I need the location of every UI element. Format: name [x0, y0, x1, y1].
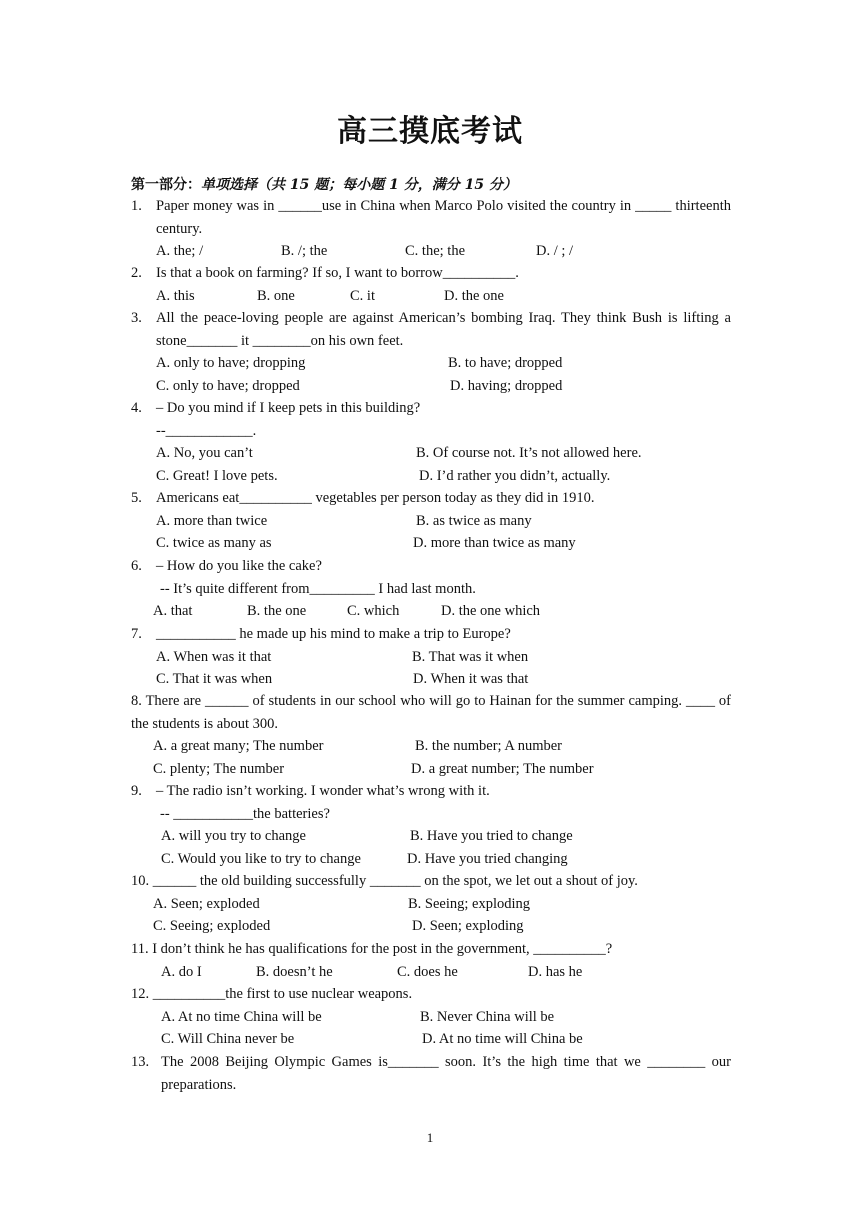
- question-number: 11.: [131, 941, 149, 957]
- question-number: 13.: [131, 1054, 150, 1070]
- option-d: D. more than twice as many: [413, 535, 576, 551]
- question-text: Americans eat__________ vegetables per person today as they did in 1910.: [156, 490, 595, 506]
- options-row: [153, 735, 731, 758]
- option-b: B. That was it when: [412, 648, 529, 665]
- options-row: [156, 442, 731, 465]
- option-b: B. Have you tried to change: [410, 828, 573, 844]
- option-a: A. more than twice: [156, 512, 268, 529]
- options-row: [161, 1006, 731, 1029]
- question-number: 5.: [131, 490, 142, 506]
- options-row: [156, 465, 731, 488]
- option-b: B. Of course not. It’s not allowed here.: [416, 445, 642, 461]
- options-row: [153, 893, 731, 916]
- question-number: 8.: [131, 693, 142, 709]
- question-number: 7.: [131, 626, 142, 642]
- option-b: B. the one: [247, 603, 307, 619]
- option-d: D. having; dropped: [450, 377, 563, 394]
- option-c: C. Great! I love pets.: [156, 467, 278, 484]
- options-row: [153, 600, 731, 623]
- option-a: A. Seen; exploded: [153, 895, 260, 912]
- option-c: C. the; the: [405, 243, 466, 259]
- option-c: C. Would you like to try to change: [161, 850, 361, 867]
- section-heading: [131, 174, 517, 194]
- option-c: C. Will China never be: [161, 1031, 295, 1047]
- question-11: [131, 938, 731, 983]
- question-text: ___________ he made up his mind to make a trip to Europe?: [156, 626, 511, 642]
- question-number: 6.: [131, 558, 142, 574]
- option-c: C. which: [347, 603, 400, 619]
- option-c: C. Seeing; exploded: [153, 918, 271, 934]
- option-d: D. At no time will China be: [422, 1031, 583, 1047]
- answer-line: -- ___________the batteries?: [160, 805, 330, 822]
- question-text: All the peace-loving people are against American’s bombing Iraq. They think Bush is lifting a stone_______ it ________on his own feet.: [156, 310, 731, 349]
- question-number: 12.: [131, 986, 150, 1002]
- option-b: B. one: [257, 287, 295, 304]
- option-b: B. to have; dropped: [448, 355, 563, 371]
- option-c: C. it: [350, 287, 375, 304]
- option-d: D. the one which: [441, 603, 541, 619]
- option-c: C. plenty; The number: [153, 760, 285, 777]
- options-row: [161, 961, 731, 984]
- option-d: D. When it was that: [413, 671, 529, 687]
- question-number: 9.: [131, 783, 142, 799]
- question-text: – The radio isn’t working. I wonder what’s wrong with it.: [156, 783, 490, 799]
- option-b: B. as twice as many: [416, 512, 532, 529]
- question-text: [131, 870, 731, 893]
- option-c: C. twice as many as: [156, 535, 272, 551]
- question-body: There are ______ of students in our school who will go to Hainan for the summer camping. ____ of the students is about 300.: [131, 693, 731, 732]
- option-c: C. only to have; dropped: [156, 377, 300, 394]
- option-b: B. the number; A number: [415, 738, 562, 754]
- option-b: B. /; the: [281, 243, 328, 259]
- options-row: [156, 352, 731, 375]
- question-number: 1.: [131, 198, 142, 214]
- section-label: 第一部分：: [131, 177, 201, 193]
- option-a: A. When was it that: [156, 648, 272, 665]
- question-10: [131, 870, 731, 938]
- exam-title: 高三摸底考试: [337, 114, 523, 149]
- question-body: ______ the old building successfully _______ on the spot, we let out a shout of joy.: [152, 873, 638, 889]
- option-a: A. this: [156, 287, 195, 304]
- option-d: D. the one: [444, 287, 504, 304]
- question-3: [131, 307, 731, 397]
- question-text: – Do you mind if I keep pets in this building?: [156, 400, 421, 416]
- option-d: D. Have you tried changing: [407, 850, 568, 867]
- options-row: [156, 375, 731, 398]
- options-row: [156, 510, 731, 533]
- page-number: 1: [426, 1130, 434, 1145]
- option-a: A. the; /: [156, 243, 204, 259]
- question-text: – How do you like the cake?: [156, 558, 322, 574]
- option-a: A. only to have; dropping: [156, 355, 306, 371]
- options-row: [156, 240, 731, 263]
- option-a: A. No, you can’t: [156, 445, 253, 461]
- option-a: A. do I: [161, 963, 202, 980]
- option-a: A. will you try to change: [161, 828, 306, 844]
- option-d: D. a great number; The number: [411, 760, 594, 777]
- question-number: 2.: [131, 265, 142, 281]
- question-2: [131, 262, 731, 307]
- question-text: Is that a book on farming? If so, I want to borrow__________.: [156, 265, 519, 281]
- options-row: [161, 848, 731, 871]
- options-row: [156, 285, 731, 308]
- question-5: [131, 487, 731, 555]
- question-13: [131, 1051, 731, 1096]
- options-row: [156, 532, 731, 555]
- option-b: B. doesn’t he: [256, 963, 333, 980]
- option-b: B. Never China will be: [420, 1008, 555, 1025]
- option-a: A. At no time China will be: [161, 1008, 322, 1025]
- question-number: 3.: [131, 310, 142, 326]
- question-7: [131, 623, 731, 691]
- option-d: D. / ; /: [536, 243, 574, 259]
- question-number: 4.: [131, 400, 142, 416]
- answer-line: -- It’s quite different from_________ I had last month.: [160, 580, 476, 597]
- options-row: [161, 1028, 731, 1051]
- options-row: [153, 915, 731, 938]
- question-8: [131, 690, 731, 780]
- option-d: D. has he: [528, 963, 583, 980]
- question-text: [131, 690, 731, 735]
- options-row: [156, 668, 731, 691]
- question-4: [131, 397, 731, 487]
- option-c: C. does he: [397, 963, 458, 980]
- question-body: __________the first to use nuclear weapons.: [152, 986, 413, 1002]
- question-9: [131, 780, 731, 870]
- question-body: I don’t think he has qualifications for the post in the government, __________?: [152, 941, 613, 957]
- question-1: [131, 195, 731, 263]
- options-row: [156, 646, 731, 669]
- option-a: A. a great many; The number: [153, 738, 324, 754]
- option-c: C. That it was when: [156, 671, 273, 687]
- option-d: D. Seen; exploding: [412, 918, 524, 934]
- question-text: [131, 983, 731, 1006]
- options-row: [161, 825, 731, 848]
- question-12: [131, 983, 731, 1051]
- section-description: 单项选择（共 15 题；每小题 1 分，满分 15 分）: [201, 177, 517, 193]
- question-number: 10.: [131, 873, 150, 889]
- question-text: [131, 938, 731, 961]
- question-text: The 2008 Beijing Olympic Games is_______ soon. It’s the high time that we ________ our preparations.: [161, 1054, 731, 1093]
- option-b: B. Seeing; exploding: [408, 895, 531, 912]
- question-text: Paper money was in ______use in China when Marco Polo visited the country in _____ thirteenth century.: [156, 198, 731, 237]
- option-d: D. I’d rather you didn’t, actually.: [419, 467, 611, 484]
- question-6: [131, 555, 731, 623]
- answer-line: --____________.: [156, 422, 257, 439]
- options-row: [153, 758, 731, 781]
- option-a: A. that: [153, 603, 193, 619]
